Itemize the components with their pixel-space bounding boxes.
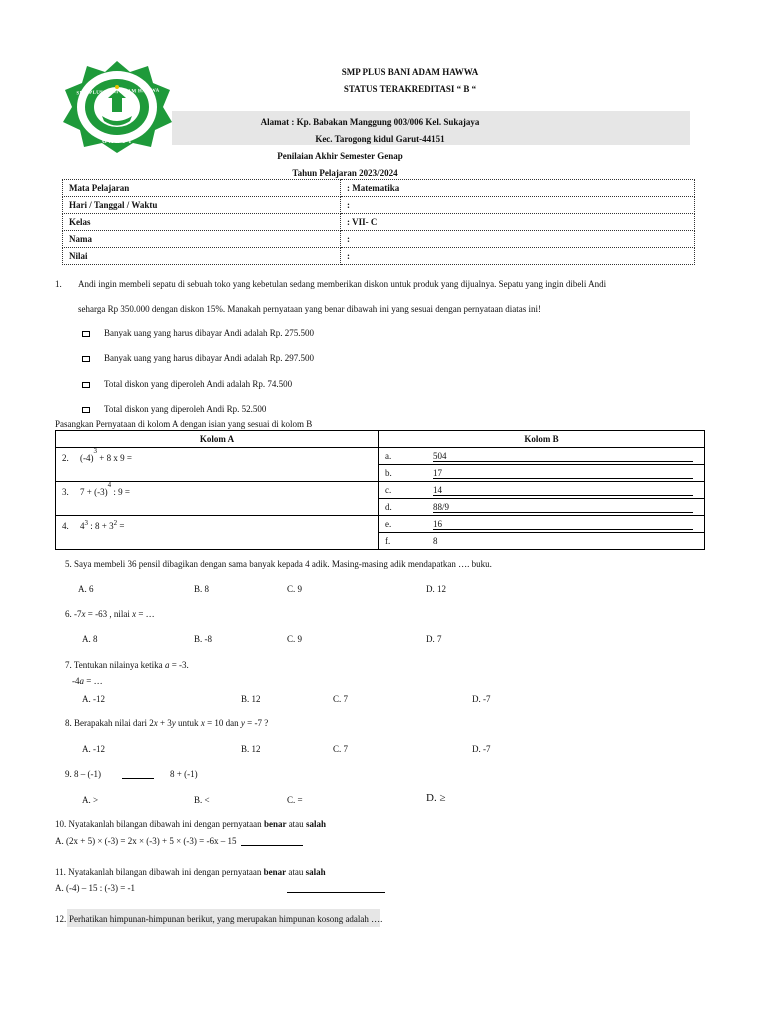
q1-number: 1.	[55, 279, 62, 289]
info-value[interactable]: : Matematika	[341, 180, 695, 197]
info-value[interactable]: : VII- C	[341, 214, 695, 231]
q8-mid: = 10 dan	[204, 718, 241, 728]
q6-option-b[interactable]: B. -8	[194, 634, 212, 644]
info-label: Nilai	[63, 248, 341, 265]
q6-pre: 6. -7	[65, 609, 82, 619]
info-value[interactable]: :	[341, 231, 695, 248]
q6-post: = …	[136, 609, 155, 619]
q8-text	[65, 718, 268, 728]
checkbox-icon[interactable]	[82, 407, 90, 413]
q1-option-label: Total diskon yang diperoleh Andi Rp. 52.500	[104, 404, 267, 414]
q10-salah: salah	[305, 819, 326, 829]
q1-option[interactable]	[82, 379, 292, 389]
q6-mid: = -63 , nilai	[85, 609, 133, 619]
checkbox-icon[interactable]	[82, 356, 90, 362]
q11-benar: benar	[263, 867, 287, 877]
q12-number: 12.	[55, 914, 67, 924]
column-a-item	[56, 482, 379, 516]
q10-pre: 10. Nyatakanlah bilangan dibawah ini dengan pernyataan	[55, 819, 264, 829]
option-value: 17	[433, 468, 693, 479]
matching-table	[55, 430, 705, 550]
q9-option-c[interactable]: C. =	[287, 795, 303, 805]
q1-text-line2: seharga Rp 350.000 dengan diskon 15%. Manakah pernyataan yang benar dibawah ini yang sesuai dengan pernyataan diatas ini!	[78, 304, 541, 314]
item-base: (-4)	[80, 453, 94, 463]
q1-option[interactable]	[82, 328, 314, 338]
item-exponent: 3	[93, 447, 97, 455]
info-label: Nama	[63, 231, 341, 248]
q8-pre: 8. Berapakah nilai dari 2	[65, 718, 154, 728]
info-label: Kelas	[63, 214, 341, 231]
q7-option-b[interactable]: B. 12	[241, 694, 261, 704]
option-value: 8	[433, 536, 438, 546]
q10-statement: A. (2x + 5) × (-3) = 2x × (-3) + 5 × (-3) = -6x – 15	[55, 836, 237, 846]
column-a-header: Kolom A	[56, 431, 379, 448]
column-b-cell	[379, 448, 705, 465]
q7-expr-post: = …	[84, 676, 103, 686]
item-number: 2.	[62, 453, 69, 463]
option-letter: e.	[385, 519, 392, 529]
q6-text	[65, 609, 155, 619]
academic-year: Tahun Pelajaran 2023/2024	[292, 168, 398, 178]
item-number: 4.	[62, 521, 69, 531]
q11-mid: atau	[286, 867, 306, 877]
checkbox-icon[interactable]	[82, 331, 90, 337]
q7-post: = -3.	[169, 660, 189, 670]
q8-mid: untuk	[175, 718, 201, 728]
column-b-cell	[379, 533, 705, 550]
school-name: SMP PLUS BANI ADAM HAWWA	[341, 67, 479, 77]
q7-option-d[interactable]: D. -7	[472, 694, 491, 704]
q6-var: x	[81, 609, 86, 619]
q5-option-c[interactable]: C. 9	[287, 584, 303, 594]
exam-title: Penilaian Akhir Semester Genap	[277, 151, 403, 161]
q6-var: x	[132, 609, 137, 619]
address-line-2: Kec. Tarogong kidul Garut-44151	[315, 134, 445, 144]
q8-var: y	[240, 718, 245, 728]
option-letter: b.	[385, 468, 392, 478]
q11-statement: A. (-4) – 15 : (-3) = -1	[55, 883, 136, 893]
q1-option-label: Banyak uang yang harus dibayar Andi adalah Rp. 297.500	[104, 353, 314, 363]
q1-text-line1: Andi ingin membeli sepatu di sebuah toko yang kebetulan sedang memberikan diskon untuk produk yang dijualnya. Sepatu yang ingin dibeli Andi	[78, 279, 607, 289]
q7-option-c[interactable]: C. 7	[333, 694, 349, 704]
option-letter: f.	[385, 536, 391, 546]
item-rest: + 8 x 9 =	[97, 453, 132, 463]
q5-option-a[interactable]: A. 6	[78, 584, 94, 594]
q1-option-label: Banyak uang yang harus dibayar Andi adalah Rp. 275.500	[104, 328, 314, 338]
q6-option-c[interactable]: C. 9	[287, 634, 303, 644]
item-mid: : 8 + 3	[88, 521, 114, 531]
q9-left-expression: 9. 8 – (-1)	[65, 769, 101, 779]
column-b-cell	[379, 499, 705, 516]
item-rest: : 9 =	[111, 487, 130, 497]
q8-option-c[interactable]: C. 7	[333, 744, 349, 754]
info-value[interactable]: :	[341, 248, 695, 265]
q11-salah: salah	[305, 867, 326, 877]
logo-text-top: SMP PLUS BANI ADAM HAWWA	[76, 88, 160, 97]
q8-option-d[interactable]: D. -7	[472, 744, 491, 754]
q8-var: x	[153, 718, 158, 728]
q10-mid: atau	[286, 819, 306, 829]
info-label: Hari / Tanggal / Waktu	[63, 197, 341, 214]
matching-instruction: Pasangkan Pernyataan di kolom A dengan isian yang sesuai di kolom B	[55, 419, 313, 429]
q9-right-expression: 8 + (-1)	[170, 769, 198, 779]
q8-option-a[interactable]: A. -12	[82, 744, 105, 754]
q5-text: 5. Saya membeli 36 pensil dibagikan dengan sama banyak kepada 4 adik. Masing-masing adik mendapatkan …. buku.	[65, 559, 492, 569]
option-letter: d.	[385, 502, 392, 512]
info-label: Mata Pelajaran	[63, 180, 341, 197]
q7-expr-var: a	[79, 676, 84, 686]
checkbox-icon[interactable]	[82, 382, 90, 388]
item-exponent: 4	[107, 481, 112, 489]
q9-option-a[interactable]: A. >	[82, 795, 99, 805]
q9-option-d[interactable]: D. ≥	[426, 792, 446, 804]
q9-answer-blank[interactable]	[122, 778, 154, 779]
option-value: 14	[433, 485, 693, 496]
q5-option-b[interactable]: B. 8	[194, 584, 210, 594]
q7-text	[65, 660, 189, 670]
q7-expr-pre: -4	[72, 676, 80, 686]
q8-mid: + 3	[157, 718, 172, 728]
column-b-header: Kolom B	[379, 431, 705, 448]
q10-text	[55, 819, 326, 829]
q7-var: a	[164, 660, 170, 670]
accreditation-status: STATUS TERAKREDITASI “ B “	[343, 84, 477, 94]
q11-text	[55, 867, 326, 877]
column-a-item	[56, 516, 379, 550]
q10-benar: benar	[263, 819, 287, 829]
item-exponent: 3	[84, 519, 88, 527]
q5-option-d[interactable]: D. 12	[426, 584, 446, 594]
item-base: 7 + (-3)	[80, 487, 108, 497]
q10-answer-blank[interactable]	[241, 845, 303, 846]
q6-option-a[interactable]: A. 8	[82, 634, 98, 644]
q11-pre: 11. Nyatakanlah bilangan dibawah ini dengan pernyataan	[55, 867, 264, 877]
q8-var: y	[171, 718, 176, 728]
column-b-cell	[379, 516, 705, 533]
option-value: 504	[433, 451, 693, 462]
q8-var: x	[200, 718, 205, 728]
q12-text: Perhatikan himpunan-himpunan berikut, yang merupakan himpunan kosong adalah ….	[69, 914, 383, 924]
address-line-1: Alamat : Kp. Babakan Manggung 003/006 Kel. Sukajaya	[260, 117, 480, 127]
column-b-cell	[379, 465, 705, 482]
logo-text-bottom: GARUT	[102, 139, 134, 145]
student-info-table	[62, 179, 695, 265]
q8-option-b[interactable]: B. 12	[241, 744, 261, 754]
option-letter: c.	[385, 485, 392, 495]
q9-option-b[interactable]: B. <	[194, 795, 210, 805]
item-number: 3.	[62, 487, 69, 497]
item-rest: =	[117, 521, 125, 531]
column-b-cell	[379, 482, 705, 499]
item-base: 4	[80, 521, 85, 531]
q1-option[interactable]	[82, 404, 266, 414]
q7-pre: 7. Tentukan nilainya ketika	[65, 660, 165, 670]
option-value: 88/9	[433, 502, 693, 513]
column-a-item	[56, 448, 379, 482]
q1-option[interactable]	[82, 353, 314, 363]
q6-option-d[interactable]: D. 7	[426, 634, 442, 644]
item-exponent: 2	[113, 519, 118, 527]
q7-expression	[72, 676, 103, 686]
option-letter: a.	[385, 451, 392, 461]
q8-post: = -7 ?	[244, 718, 269, 728]
q7-option-a[interactable]: A. -12	[82, 694, 105, 704]
info-value[interactable]: :	[341, 197, 695, 214]
q1-option-label: Total diskon yang diperoleh Andi adalah Rp. 74.500	[104, 379, 293, 389]
option-value: 16	[433, 519, 693, 530]
q11-answer-blank[interactable]	[287, 892, 385, 893]
